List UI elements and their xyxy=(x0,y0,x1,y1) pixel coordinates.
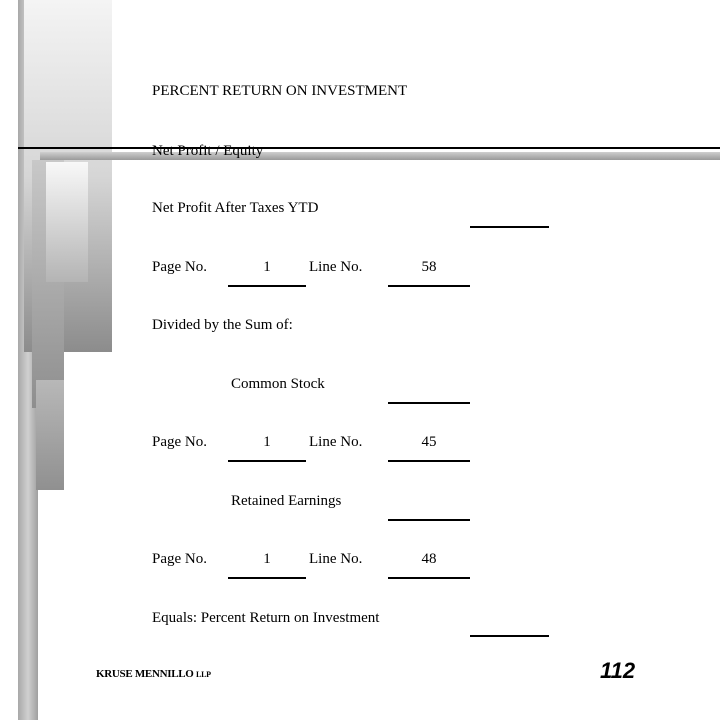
header-rule xyxy=(18,147,720,149)
ref2-page-label: Page No. xyxy=(152,434,207,450)
ref3-line-value: 48 xyxy=(421,551,437,567)
page-title: PERCENT RETURN ON INVESTMENT xyxy=(152,83,408,99)
ref2-line-label: Line No. xyxy=(309,434,363,450)
page-number: 112 xyxy=(600,658,636,683)
ref2-page-value: 1 xyxy=(263,434,271,450)
page-subtitle: Net Profit / Equity xyxy=(152,143,264,159)
ref1-page-label: Page No. xyxy=(152,259,207,275)
common-stock-label: Common Stock xyxy=(231,376,325,392)
footer-firm-name: KRUSE MENNILLO xyxy=(96,668,194,680)
ref3-page-underline xyxy=(228,577,306,579)
ref2-page-underline xyxy=(228,460,306,462)
decor-bar-5 xyxy=(36,380,64,490)
equals-blank[interactable] xyxy=(470,635,549,637)
ref2-line-value: 45 xyxy=(421,434,437,450)
ref1-page-value: 1 xyxy=(263,259,271,275)
common-stock-blank[interactable] xyxy=(388,402,470,404)
header-rule-shade xyxy=(40,152,720,160)
ref1-line-value: 58 xyxy=(421,259,437,275)
ref1-page-underline xyxy=(228,285,306,287)
ref3-line-underline xyxy=(388,577,470,579)
equals-label: Equals: Percent Return on Investment xyxy=(152,610,380,626)
ref3-page-value: 1 xyxy=(263,551,271,567)
retained-earnings-label: Retained Earnings xyxy=(231,493,342,509)
ref2-line-underline xyxy=(388,460,470,462)
footer-firm-suffix: LLP xyxy=(196,670,211,679)
decor-bar-4 xyxy=(46,162,88,282)
ref1-line-underline xyxy=(388,285,470,287)
ref3-page-label: Page No. xyxy=(152,551,207,567)
net-profit-blank[interactable] xyxy=(470,226,549,228)
net-profit-label: Net Profit After Taxes YTD xyxy=(152,200,319,216)
ref1-line-label: Line No. xyxy=(309,259,363,275)
ref3-line-label: Line No. xyxy=(309,551,363,567)
divided-label: Divided by the Sum of: xyxy=(152,317,293,333)
retained-earnings-blank[interactable] xyxy=(388,519,470,521)
footer-firm xyxy=(96,668,211,680)
